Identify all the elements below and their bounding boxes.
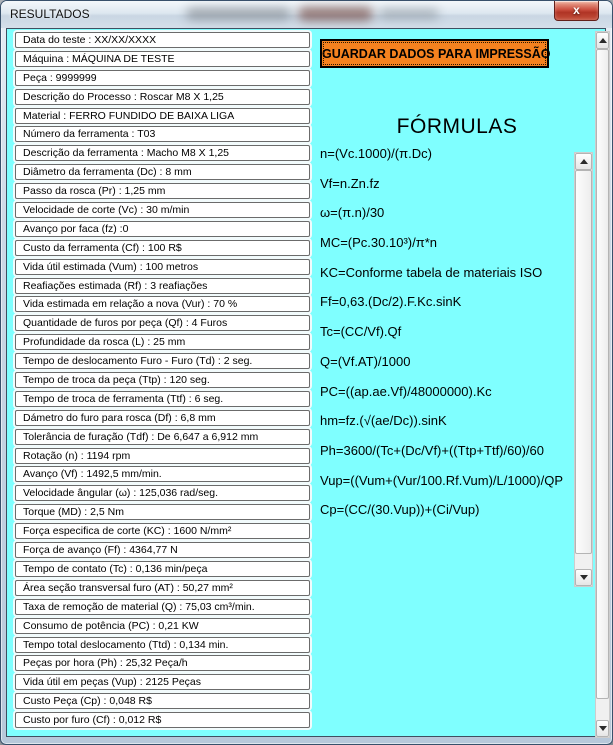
scroll-down-icon xyxy=(580,575,588,580)
dialog-body xyxy=(6,28,606,737)
formula-line: PC=((ap.ae.Vf)/48000000).Kc xyxy=(320,383,492,399)
result-item-button[interactable]: Diâmetro da ferramenta (Dc) : 8 mm xyxy=(15,164,310,180)
result-item-button[interactable]: Custo por furo (Cf) : 0,012 R$ xyxy=(15,712,310,728)
result-item-button[interactable]: Força especifica de corte (KC) : 1600 N/mm² xyxy=(15,523,310,539)
result-item-button[interactable]: Peça : 9999999 xyxy=(15,70,310,86)
dialog-scrollbar[interactable] xyxy=(595,31,610,738)
scrollbar-thumb[interactable] xyxy=(596,49,609,699)
scroll-down-button[interactable] xyxy=(596,720,609,737)
result-item-button[interactable]: Passo da rosca (Pr) : 1,25 mm xyxy=(15,183,310,199)
result-item-button[interactable]: Descrição do Processo : Roscar M8 X 1,25 xyxy=(15,89,310,105)
formula-line: KC=Conforme tabela de materiais ISO xyxy=(320,264,543,280)
formula-line: n=(Vc.1000)/(π.Dc) xyxy=(320,146,432,161)
formula-line: Vf=n.Zn.fz xyxy=(320,175,380,191)
close-button[interactable] xyxy=(554,1,599,21)
formula-line: Cp=(CC/(30.Vup))+(Ci/Vup) xyxy=(320,502,480,518)
formulas-scrollbar[interactable] xyxy=(574,152,593,587)
formulas-heading: FÓRMULAS xyxy=(396,115,518,138)
formula-line: MC=(Pc.30.10³)/π*n xyxy=(320,235,437,251)
result-item-button[interactable]: Rotação (n) : 1194 rpm xyxy=(15,448,310,464)
background-blur xyxy=(186,8,291,20)
result-item-button[interactable]: Material : FERRO FUNDIDO DE BAIXA LIGA xyxy=(15,108,310,124)
result-item-button[interactable]: Velocidade de corte (Vc) : 30 m/min xyxy=(15,202,310,218)
save-for-print-button[interactable]: GUARDAR DADOS PARA IMPRESSÃO xyxy=(320,39,549,68)
formula-line: Ff=0,63.(Dc/2).F.Kc.sinK xyxy=(320,294,462,310)
scroll-up-button[interactable] xyxy=(575,153,592,170)
scroll-up-icon xyxy=(599,38,607,43)
result-item-button[interactable]: Taxa de remoção de material (Q) : 75,03 cm³/min. xyxy=(15,599,310,615)
result-item-button[interactable]: Máquina : MÁQUINA DE TESTE xyxy=(15,51,310,67)
result-item-button[interactable]: Força de avanço (Ff) : 4364,77 N xyxy=(15,542,310,558)
result-item-button[interactable]: Reafiações estimada (Rf) : 3 reafiações xyxy=(15,278,310,294)
result-item-button[interactable]: Vida útil estimada (Vum) : 100 metros xyxy=(15,259,310,275)
result-item-button[interactable]: Quantidade de furos por peça (Qf) : 4 Furos xyxy=(15,315,310,331)
result-item-button[interactable]: Custo Peça (Cp) : 0,048 R$ xyxy=(15,693,310,709)
result-item-button[interactable]: Profundidade da rosca (L) : 25 mm xyxy=(15,334,310,350)
scroll-down-icon xyxy=(599,726,607,731)
scroll-down-button[interactable] xyxy=(575,569,592,586)
formula-line: Tc=(CC/Vf).Qf xyxy=(320,324,402,340)
result-item-button[interactable]: Tempo de troca da peça (Ttp) : 120 seg. xyxy=(15,372,310,388)
formula-line: ω=(π.n)/30 xyxy=(320,205,385,221)
formula-line: hm=fz.(√(ae/Dc)).sinK xyxy=(320,413,447,429)
scroll-up-button[interactable] xyxy=(596,32,609,49)
close-icon: x xyxy=(573,3,580,17)
result-item-button[interactable]: Avanço por faca (fz) :0 xyxy=(15,221,310,237)
result-item-button[interactable]: Vida útil em peças (Vup) : 2125 Peças xyxy=(15,674,310,690)
result-item-button[interactable]: Tempo de contato (Tc) : 0,136 min/peça xyxy=(15,561,310,577)
result-item-button[interactable]: Descrição da ferramenta : Macho M8 X 1,25 xyxy=(15,145,310,161)
background-blur xyxy=(298,7,373,21)
formula-line: Q=(Vf.AT)/1000 xyxy=(320,353,411,369)
result-item-button[interactable]: Tempo de deslocamento Furo - Furo (Td) : 2 seg. xyxy=(15,353,310,369)
result-item-button[interactable]: Torque (MD) : 2,5 Nm xyxy=(15,504,310,520)
scrollbar-thumb[interactable] xyxy=(575,170,592,554)
background-blur xyxy=(379,9,439,19)
result-item-button[interactable]: Área seção transversal furo (AT) : 50,27 mm² xyxy=(15,580,310,596)
result-item-button[interactable]: Data do teste : XX/XX/XXXX xyxy=(15,32,310,48)
title-bar[interactable] xyxy=(1,1,612,28)
result-item-button[interactable]: Número da ferramenta : T03 xyxy=(15,126,310,142)
result-item-button[interactable]: Avanço (Vf) : 1492,5 mm/min. xyxy=(15,466,310,482)
result-item-button[interactable]: Tempo total deslocamento (Ttd) : 0,134 min. xyxy=(15,637,310,653)
result-item-button[interactable]: Consumo de potência (PC) : 0,21 KW xyxy=(15,618,310,634)
results-list xyxy=(15,32,310,731)
formula-line: Ph=3600/(Tc+(Dc/Vf)+((Ttp+Ttf)/60)/60 xyxy=(320,442,544,458)
result-item-button[interactable]: Tolerância de furação (Tdf) : De 6,647 a 6,912 mm xyxy=(15,429,310,445)
result-item-button[interactable]: Custo da ferramenta (Cf) : 100 R$ xyxy=(15,240,310,256)
result-item-button[interactable]: Velocidade ângular (ω) : 125,036 rad/seg. xyxy=(15,485,310,501)
scroll-up-icon xyxy=(580,159,588,164)
formulas-list xyxy=(320,146,575,532)
result-item-button[interactable]: Vida estimada em relação a nova (Vur) : 70 % xyxy=(15,296,310,312)
result-item-button[interactable]: Tempo de troca de ferramenta (Ttf) : 6 seg. xyxy=(15,391,310,407)
window-title: RESULTADOS xyxy=(10,7,90,21)
formula-line: Vup=((Vum+(Vur/100.Rf.Vum)/L/1000)/QP xyxy=(320,472,564,488)
result-item-button[interactable]: Dámetro do furo para rosca (Df) : 6,8 mm xyxy=(15,410,310,426)
result-item-button[interactable]: Peças por hora (Ph) : 25,32 Peça/h xyxy=(15,655,310,671)
